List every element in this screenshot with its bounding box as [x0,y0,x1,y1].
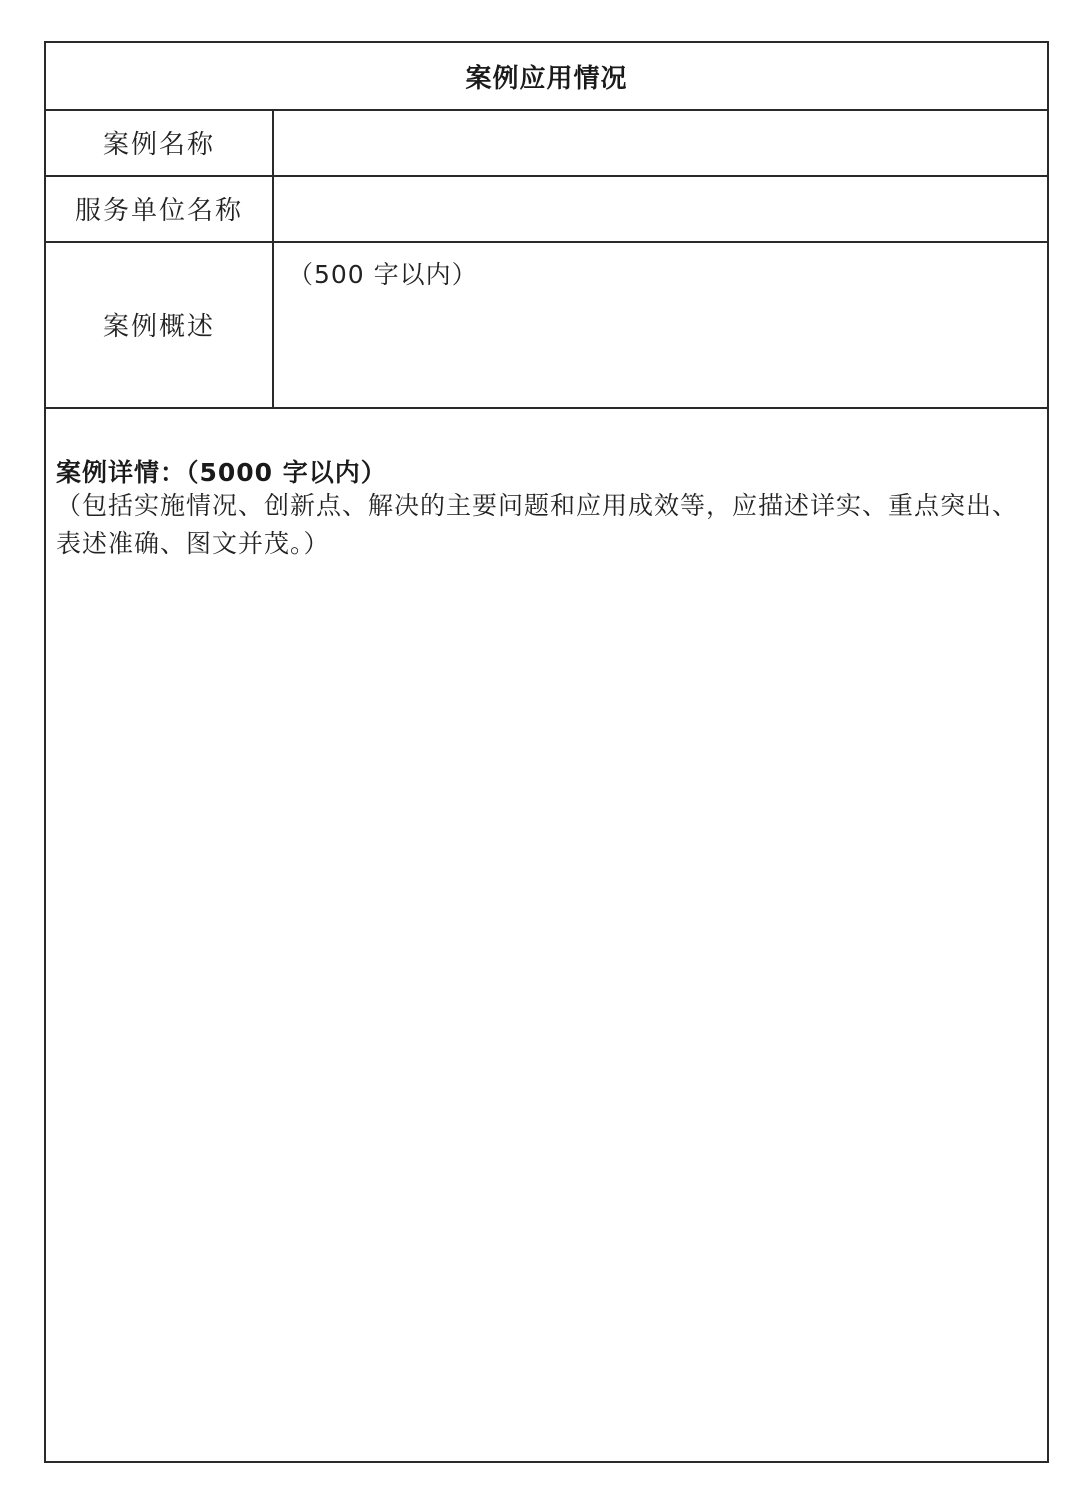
case-overview-field[interactable] [274,241,1047,407]
case-overview-label: 案例概述 [46,241,274,407]
service-unit-label: 服务单位名称 [46,175,274,241]
case-overview-hint: （500 字以内） [288,260,478,289]
form-title-row [46,43,1047,111]
case-details-heading: 案例详情：（5000 字以内） [56,458,387,487]
case-name-label: 案例名称 [46,109,274,175]
case-name-row [46,109,1047,177]
case-details-note: （包括实施情况、创新点、解决的主要问题和应用成效等，应描述详实、重点突出、表述准确、图文并茂。） [56,491,1019,558]
case-overview-row [46,241,1047,409]
case-name-field[interactable] [274,109,1047,175]
case-application-form [44,41,1049,1463]
service-unit-field[interactable] [274,175,1047,241]
case-details-area[interactable] [46,409,1047,1461]
form-title: 案例应用情况 [465,63,628,94]
service-unit-row [46,175,1047,243]
